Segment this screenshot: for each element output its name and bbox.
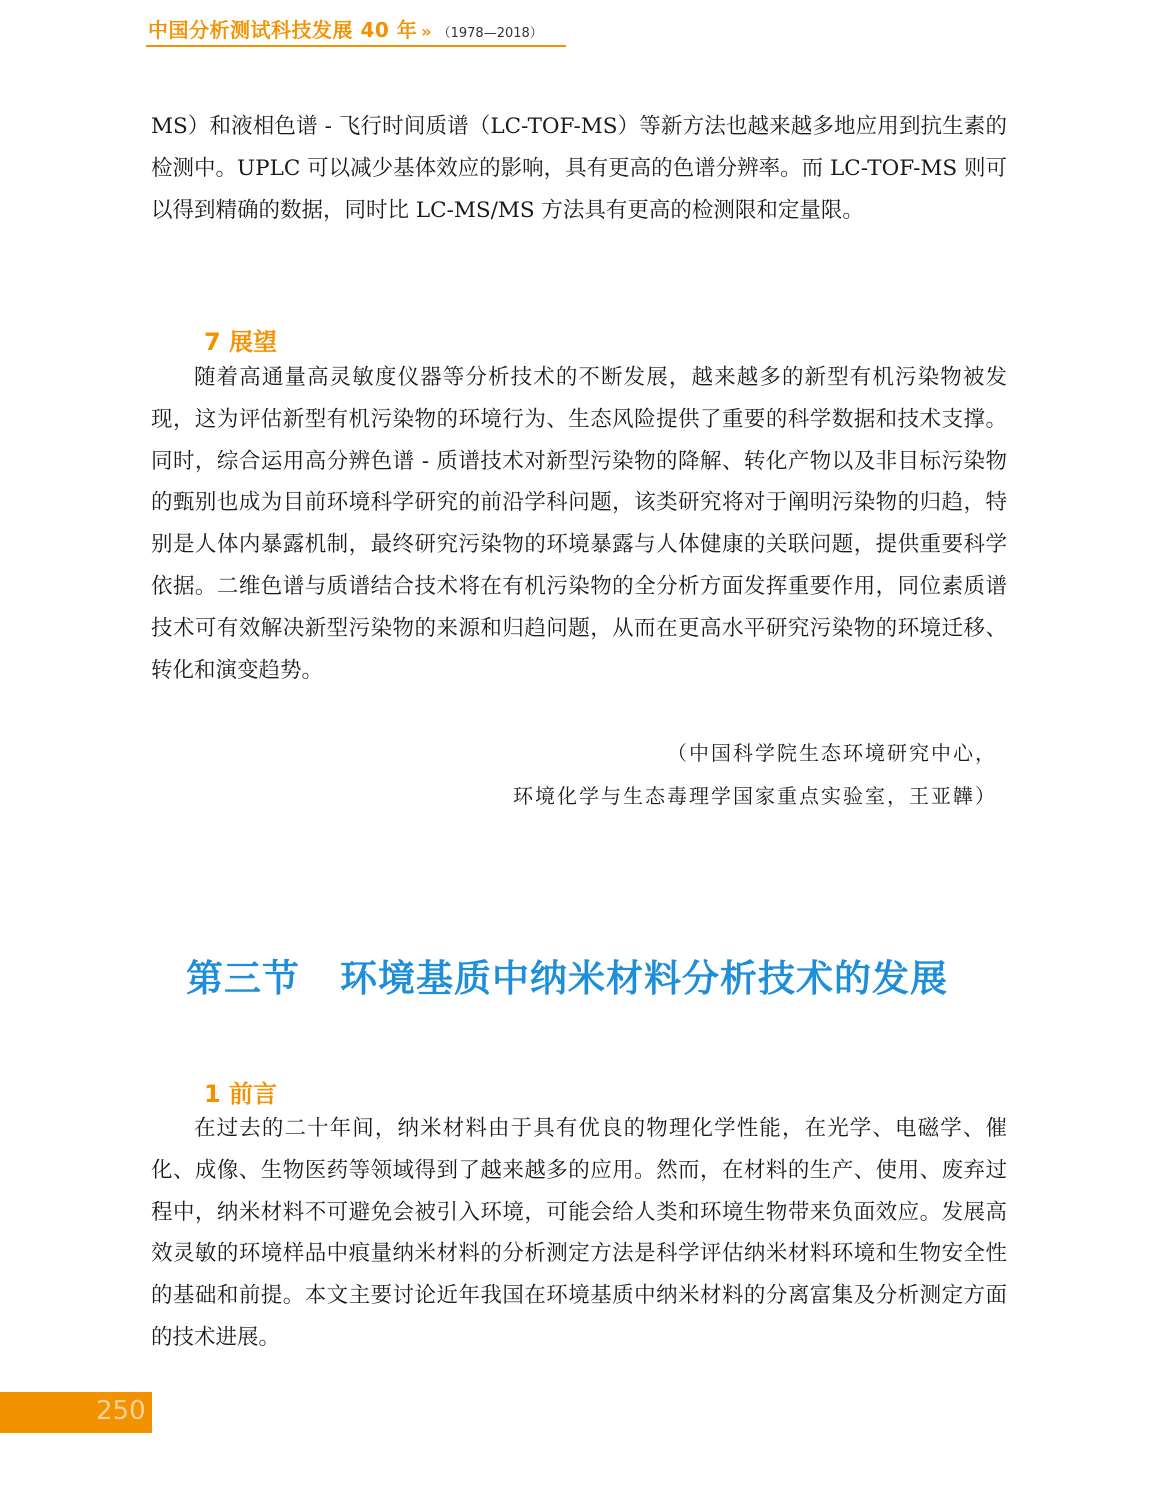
preface-heading: 1 前言 bbox=[204, 1080, 278, 1108]
outlook-paragraph: 随着高通量高灵敏度仪器等分析技术的不断发展，越来越多的新型有机污染物被发现，这为评估新型有机污染物的环境行为、生态风险提供了重要的科学数据和技术支撑。同时，综合运用高分辨色谱 - 质谱技术对新型污染物的降解、转化产物以及非目标污染物的甄别也成为目前环境科学研究的前沿学科问题，该类研究将对于阐明污染物的归趋，特别是人体内暴露机制，最终研究污染物的环境暴露与人体健康的关联问题，提供重要科学依据。二维色谱与质谱结合技术将在有机污染物的全分析方面发挥重要作用，同位素质谱技术可有效解决新型污染物的来源和归趋问题，从而在更高水平研究污染物的环境迁移、转化和演变趋势。 bbox=[151, 365, 1007, 683]
section-title bbox=[186, 948, 948, 1002]
author-attribution bbox=[297, 732, 997, 818]
running-header bbox=[148, 14, 543, 44]
attribution-line: 环境化学与生态毒理学国家重点实验室，王亚韡） bbox=[513, 784, 997, 808]
double-chevron-icon: » bbox=[421, 22, 432, 41]
section-title-text: 环境基质中纳米材料分析技术的发展 bbox=[340, 957, 948, 1000]
book-title: 中国分析测试科技发展 40 年 bbox=[148, 18, 418, 42]
outlook-heading: 7 展望 bbox=[204, 328, 278, 356]
preface-paragraph: 在过去的二十年间，纳米材料由于具有优良的物理化学性能，在光学、电磁学、催化、成像、生物医药等领域得到了越来越多的应用。然而，在材料的生产、使用、废弃过程中，纳米材料不可避免会被引入环境，可能会给人类和环境生物带来负面效应。发展高效灵敏的环境样品中痕量纳米材料的分析测定方法是科学评估纳米材料环境和生物安全性的基础和前提。本文主要讨论近年我国在环境基质中纳米材料的分离富集及分析测定方面的技术进展。 bbox=[151, 1116, 1007, 1350]
continuation-paragraph: MS）和液相色谱 - 飞行时间质谱（LC-TOF-MS）等新方法也越来越多地应用到抗生素的检测中。UPLC 可以减少基体效应的影响，具有更高的色谱分辨率。而 LC-TOF-MS 则可以得到精确的数据，同时比 LC-MS/MS 方法具有更高的检测限和定量限。 bbox=[151, 114, 1007, 223]
section-number: 第三节 bbox=[186, 957, 300, 1000]
header-rule bbox=[146, 45, 566, 47]
page-number: 250 bbox=[96, 1396, 146, 1426]
attribution-line: （中国科学院生态环境研究中心， bbox=[667, 741, 997, 765]
book-years: （1978—2018） bbox=[437, 26, 543, 41]
